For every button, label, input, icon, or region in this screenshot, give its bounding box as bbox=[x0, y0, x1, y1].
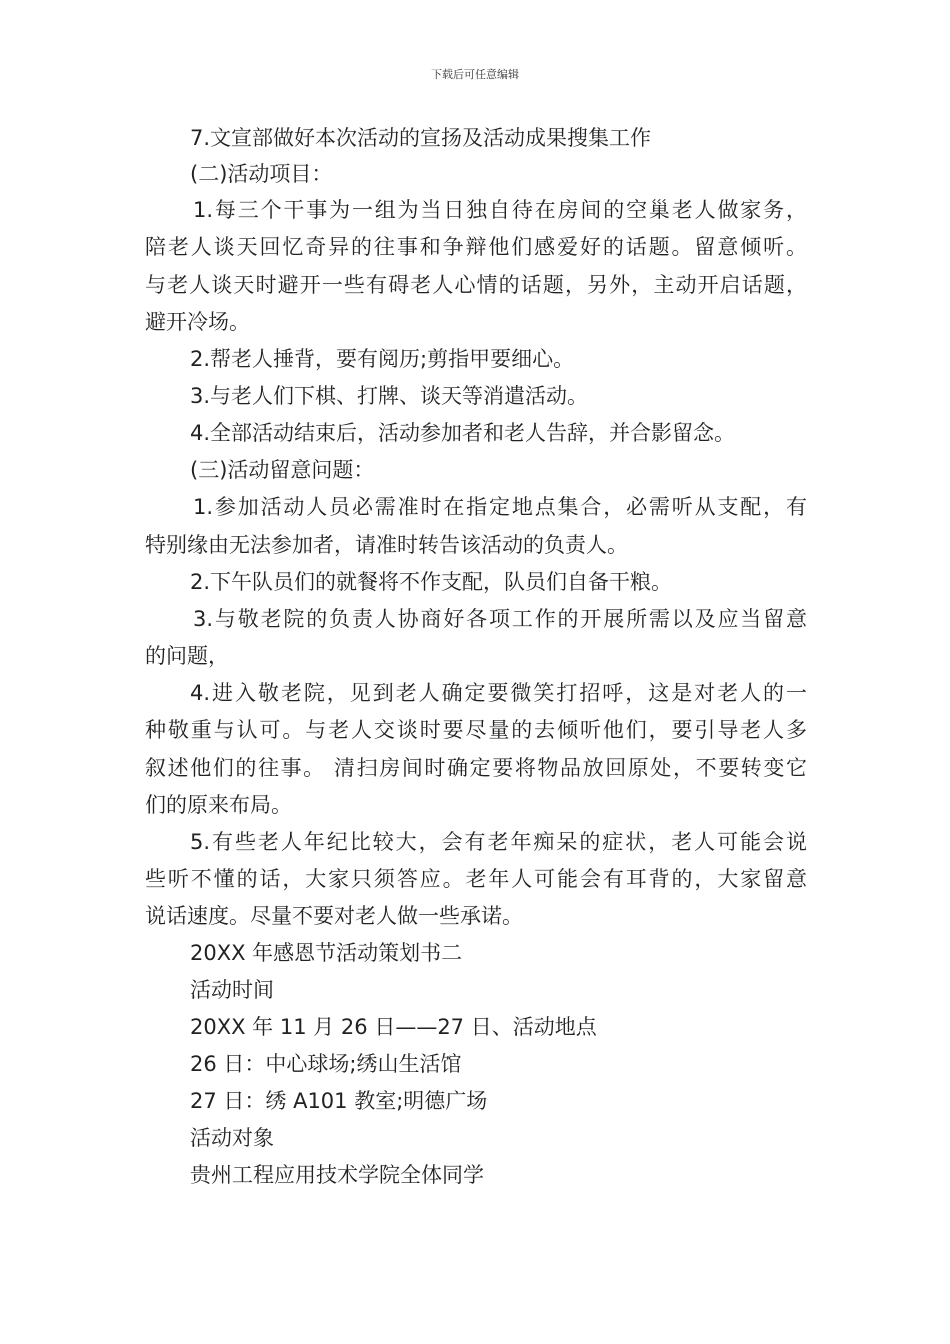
paragraph-line: 4.进入敬老院，见到老人确定要微笑打招呼，这是对老人的一 bbox=[190, 681, 807, 705]
paragraph-line: 4.全部活动结束后，活动参加者和老人告辞，并合影留念。 bbox=[190, 421, 736, 445]
paragraph-line: 些听不懂的话，大家只须答应。老年人可能会有耳背的，大家留意 bbox=[145, 867, 807, 891]
paragraph-line: 贵州工程应用技术学院全体同学 bbox=[190, 1163, 484, 1187]
paragraph-line: 5.有些老人年纪比较大，会有老年痴呆的症状，老人可能会说 bbox=[190, 830, 807, 854]
section-heading: 20XX 年感恩节活动策划书二 bbox=[190, 941, 463, 965]
paragraph-line: 3.与老人们下棋、打牌、谈天等消遣活动。 bbox=[190, 384, 589, 408]
paragraph-line: 活动时间 bbox=[190, 978, 274, 1002]
paragraph-line: 们的原来布局。 bbox=[145, 793, 292, 817]
paragraph-line: 2.帮老人捶背，要有阅历;剪指甲要细心。 bbox=[190, 347, 575, 371]
paragraph-line: 1.参加活动人员必需准时在指定地点集合，必需听从支配，有 bbox=[193, 495, 807, 519]
paragraph-line: 避开冷场。 bbox=[145, 310, 250, 334]
paragraph-line: 活动对象 bbox=[190, 1126, 274, 1150]
paragraph-line: 1.每三个干事为一组为当日独自待在房间的空巢老人做家务， bbox=[193, 198, 807, 222]
paragraph-line: 27 日：绣 A101 教室;明德广场 bbox=[190, 1089, 488, 1113]
paragraph-line: 20XX 年 11 月 26 日——27 日、活动地点 bbox=[190, 1015, 597, 1039]
section-heading: (三)活动留意问题： bbox=[190, 458, 375, 482]
paragraph-line: 特别缘由无法参加者，请准时转告该活动的负责人。 bbox=[145, 533, 628, 557]
paragraph-line: 7.文宣部做好本次活动的宣扬及活动成果搜集工作 bbox=[190, 126, 652, 150]
paragraph-line: 与老人谈天时避开一些有碍老人心情的话题，另外，主动开启话题， bbox=[145, 273, 807, 297]
section-heading: (二)活动项目： bbox=[190, 162, 333, 186]
page-header: 下载后可任意编辑 bbox=[431, 68, 519, 81]
paragraph-line: 说话速度。尽量不要对老人做一些承诺。 bbox=[145, 904, 523, 928]
paragraph-line: 3.与敬老院的负责人协商好各项工作的开展所需以及应当留意 bbox=[193, 607, 807, 631]
paragraph-line: 陪老人谈天回忆奇异的往事和争辩他们感爱好的话题。留意倾听。 bbox=[145, 235, 807, 259]
paragraph-line: 2.下午队员们的就餐将不作支配，队员们自备干粮。 bbox=[190, 570, 673, 594]
paragraph-line: 种敬重与认可。与老人交谈时要尽量的去倾听他们，要引导老人多 bbox=[145, 718, 807, 742]
paragraph-line: 的问题， bbox=[145, 644, 229, 668]
paragraph-line: 26 日：中心球场;绣山生活馆 bbox=[190, 1052, 462, 1076]
paragraph-line: 叙述他们的往事。 清扫房间时确定要将物品放回原处，不要转变它 bbox=[145, 756, 807, 780]
